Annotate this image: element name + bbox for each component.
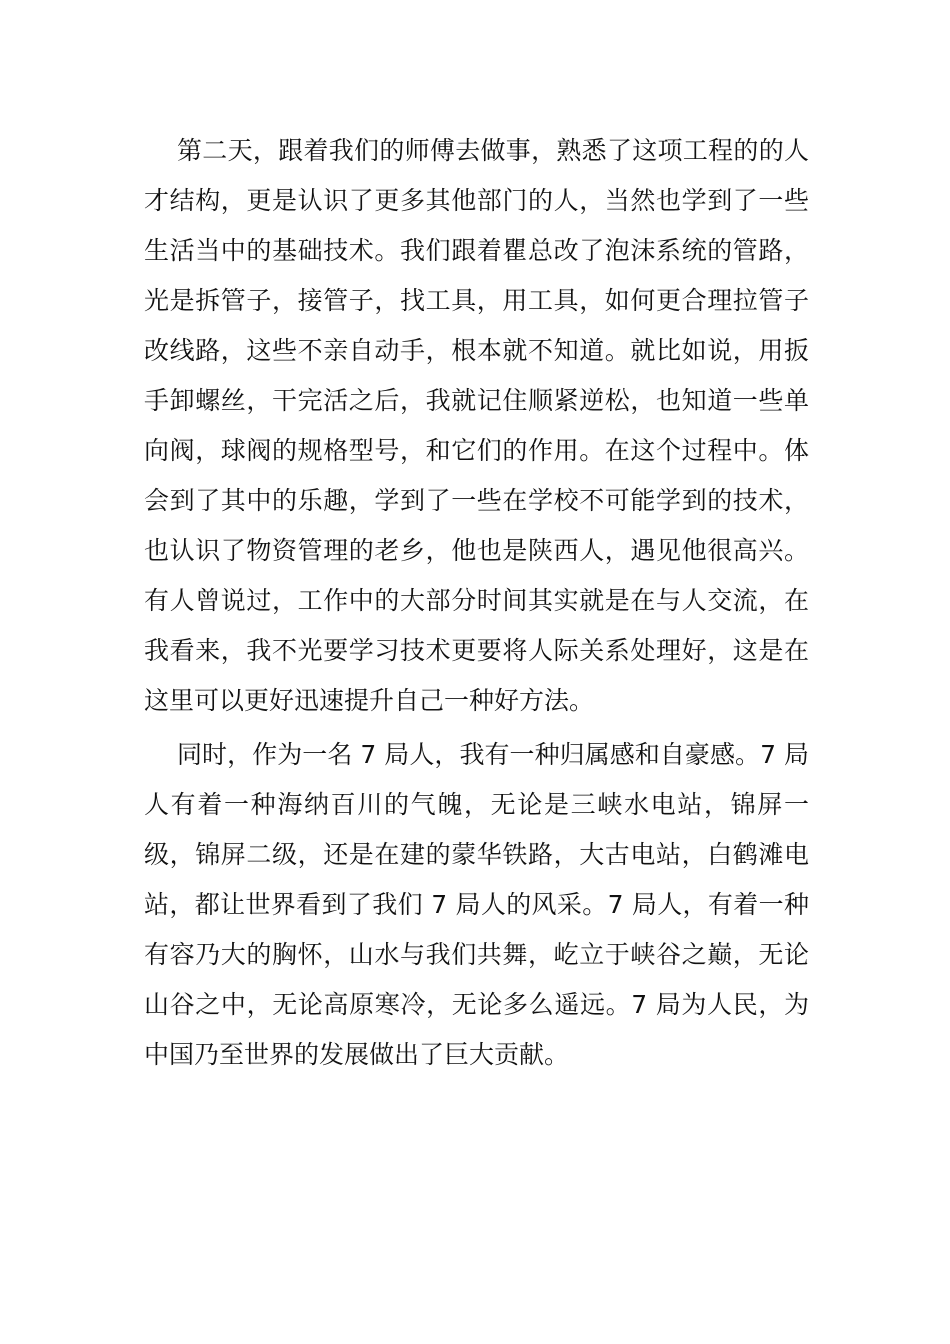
paragraph-2: 同时，作为一名 7 局人，我有一种归属感和自豪感。7 局人有着一种海纳百川的气魄，无论是三峡水电站，锦屏一级，锦屏二级，还是在建的蒙华铁路，大古电站，白鹤滩电站，都让世界看到了我们 7 局人的风采。7 局人，有着一种有容乃大的胸怀，山水与我们共舞，屹立于峡谷之巅，无论山谷之中，无论高原寒冷，无论多么遥远。7 局为人民，为中国乃至世界的发展做出了巨大贡献。 xyxy=(144,740,809,1069)
paragraph-1: 第二天，跟着我们的师傅去做事，熟悉了这项工程的的人才结构，更是认识了更多其他部门的人，当然也学到了一些生活当中的基础技术。我们跟着瞿总改了泡沫系统的管路，光是拆管子，接管子，找工具，用工具，如何更合理拉管子改线路，这些不亲自动手，根本就不知道。就比如说，用扳手卸螺丝，干完活之后，我就记住顺紧逆松，也知道一些单向阀，球阀的规格型号，和它们的作用。在这个过程中。体会到了其中的乐趣，学到了一些在学校不可能学到的技术，也认识了物资管理的老乡，他也是陕西人，遇见他很高兴。有人曾说过，工作中的大部分时间其实就是在与人交流，在我看来，我不光要学习技术更要将人际关系处理好，这是在这里可以更好迅速提升自己一种好方法。 xyxy=(144,136,809,715)
document-body xyxy=(144,126,809,1080)
